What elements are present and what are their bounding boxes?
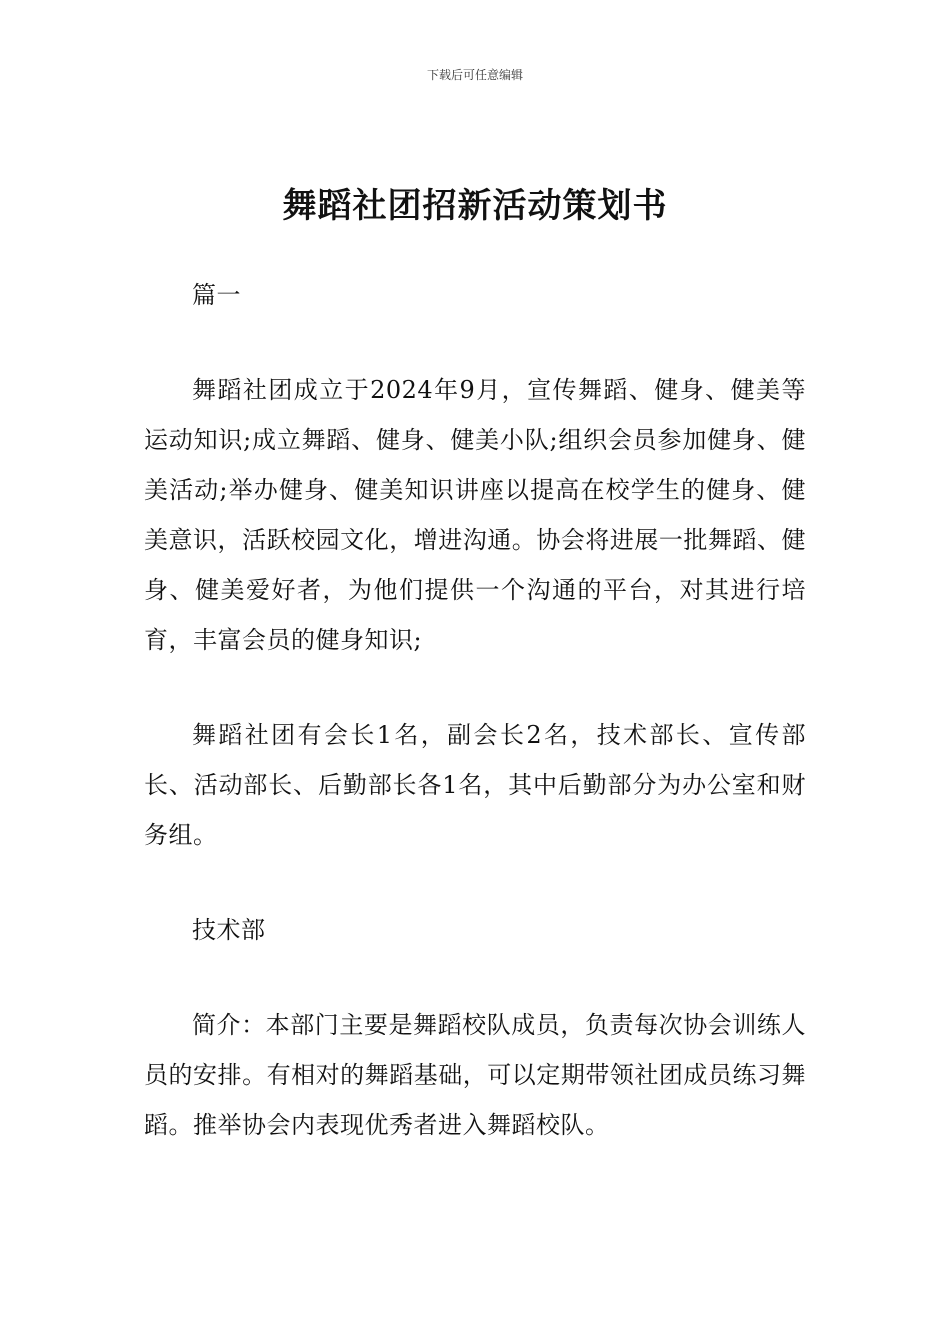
paragraph-technical-department-intro: 简介：本部门主要是舞蹈校队成员，负责每次协会训练人员的安排。有相对的舞蹈基础，可以定期带领社团成员练习舞蹈。推举协会内表现优秀者进入舞蹈校队。 [144, 1011, 806, 1139]
paragraph-club-structure: 舞蹈社团有会长1名，副会长2名，技术部长、宣传部长、活动部长、后勤部长各1名，其中后勤部分为办公室和财务组。 [144, 721, 806, 849]
section-heading-technical-department: 技术部 [192, 916, 266, 944]
document-body [144, 270, 806, 1195]
document-title: 舞蹈社团招新活动策划书 [282, 186, 668, 226]
header-note: 下载后可任意编辑 [426, 68, 523, 82]
paragraph-club-introduction: 舞蹈社团成立于2024年9月，宣传舞蹈、健身、健美等运动知识;成立舞蹈、健身、健美小队;组织会员参加健身、健美活动;举办健身、健美知识讲座以提高在校学生的健身、健美意识，活跃校园文化，增进沟通。协会将进展一批舞蹈、健身、健美爱好者，为他们提供一个沟通的平台，对其进行培育，丰富会员的健身知识; [144, 376, 806, 654]
section-heading-part-one: 篇一 [192, 281, 241, 309]
